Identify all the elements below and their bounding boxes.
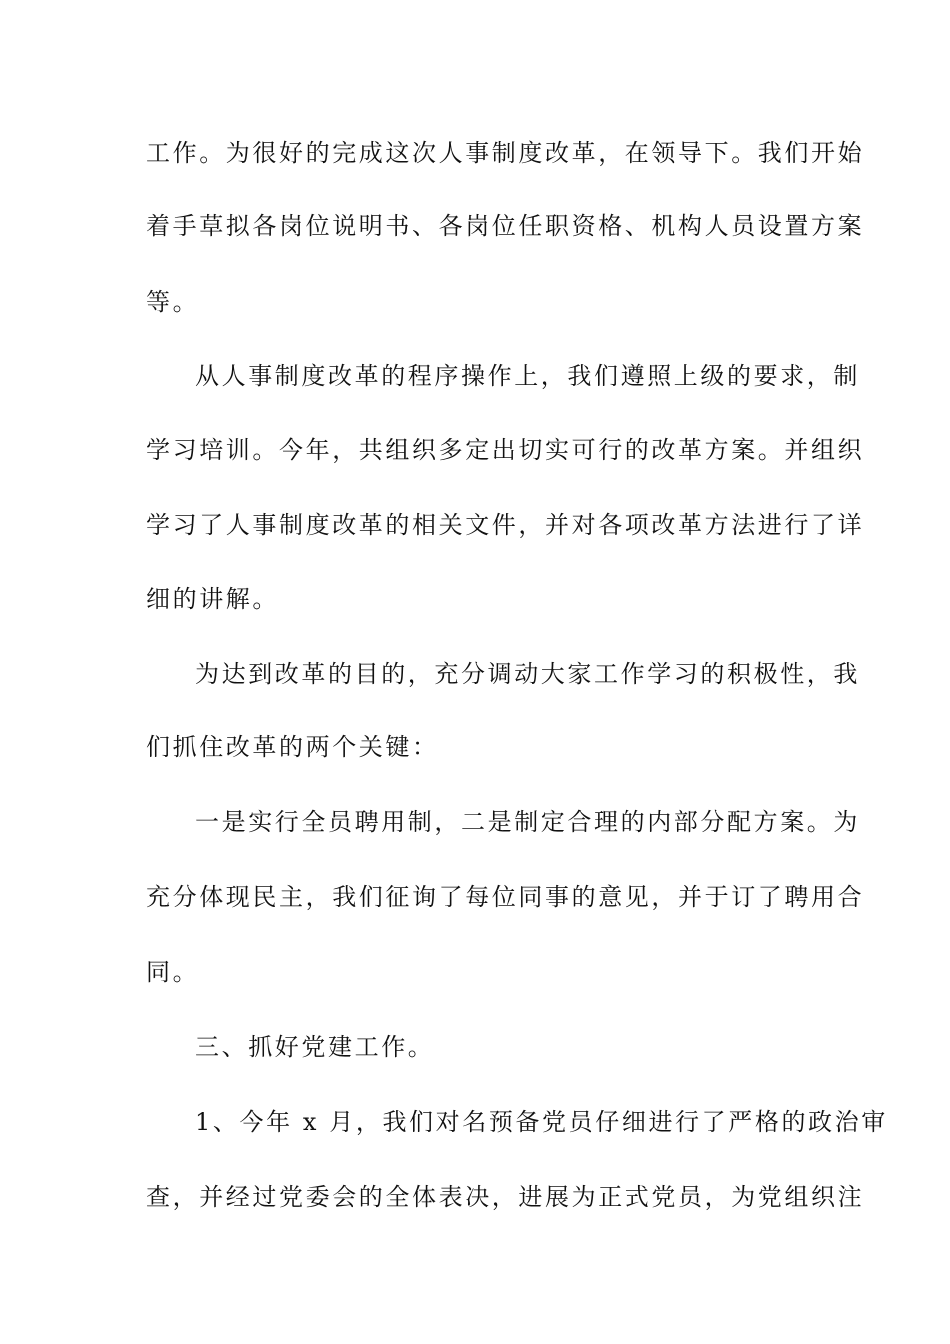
text-line: 一是实行全员聘用制，二是制定合理的内部分配方案。为 — [195, 808, 860, 836]
text-line: 为达到改革的目的，充分调动大家工作学习的积极性，我 — [195, 660, 860, 688]
text-line: 学习了人事制度改革的相关文件，并对各项改革方法进行了详 — [146, 511, 865, 539]
text-line: 充分体现民主，我们征询了每位同事的意见，并于订了聘用合 — [146, 883, 865, 911]
text-line: 从人事制度改革的程序操作上，我们遵照上级的要求，制 — [195, 362, 860, 390]
text-line: 学习培训。今年，共组织多定出切实可行的改革方案。并组织 — [146, 436, 865, 464]
text-line: 们抓住改革的两个关键： — [146, 733, 439, 761]
text-line: 同。 — [146, 958, 200, 986]
text-line: 等。 — [146, 288, 200, 316]
text-line: 工作。为很好的完成这次人事制度改革，在领导下。我们开始 — [146, 139, 865, 167]
text-line: 着手草拟各岗位说明书、各岗位任职资格、机构人员设置方案 — [146, 212, 865, 240]
text-line: 查，并经过党委会的全体表决，进展为正式党员，为党组织注 — [146, 1183, 865, 1211]
section-heading: 三、抓好党建工作。 — [195, 1033, 435, 1061]
text-line: 细的讲解。 — [146, 585, 279, 613]
text-line: 1、今年 x 月，我们对名预备党员仔细进行了严格的政治审 — [195, 1108, 888, 1136]
